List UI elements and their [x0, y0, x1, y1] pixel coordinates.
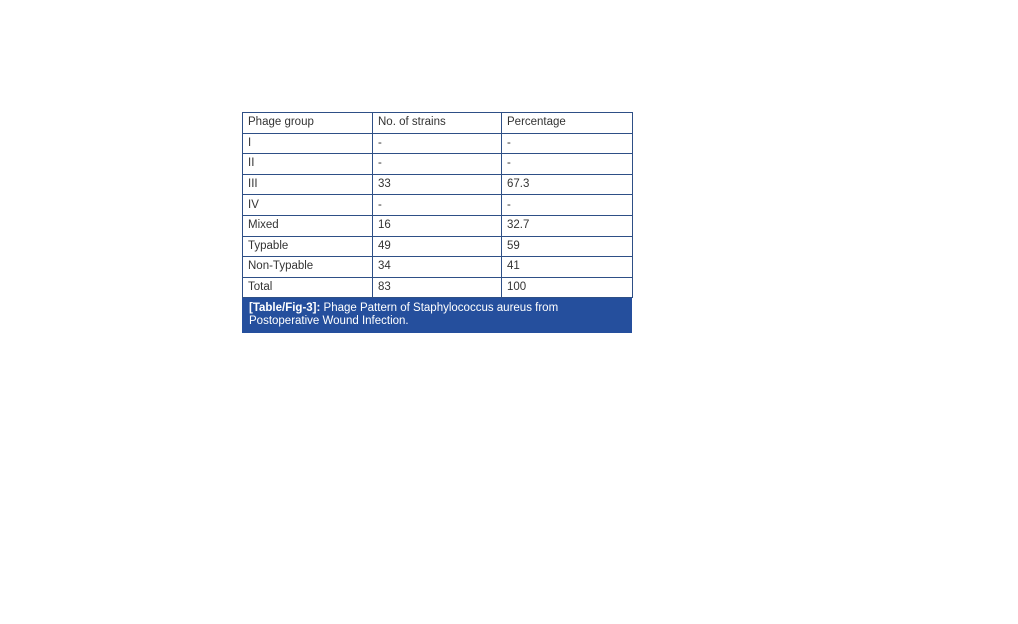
header-no-of-strains: No. of strains	[373, 113, 502, 134]
table-row	[243, 257, 633, 278]
caption-label: [Table/Fig-3]:	[249, 302, 321, 315]
table-row	[243, 133, 633, 154]
table-cell: II	[243, 154, 373, 175]
header-phage-group: Phage group	[243, 113, 373, 134]
table-cell: I	[243, 133, 373, 154]
table-cell: 67.3	[502, 174, 633, 195]
table-cell: 32.7	[502, 215, 633, 236]
table-cell: Total	[243, 277, 373, 298]
table-cell: 34	[373, 257, 502, 278]
table-header-row	[243, 113, 633, 134]
table-cell: 100	[502, 277, 633, 298]
table-cell: III	[243, 174, 373, 195]
table-row	[243, 215, 633, 236]
table-cell: IV	[243, 195, 373, 216]
table-cell: 83	[373, 277, 502, 298]
table-cell: Typable	[243, 236, 373, 257]
table-cell: 41	[502, 257, 633, 278]
caption-text: Phage Pattern of Staphylococcus aureus from Postoperative Wound Infection.	[249, 302, 559, 328]
phage-pattern-table-figure	[242, 112, 632, 333]
header-percentage: Percentage	[502, 113, 633, 134]
table-cell: 49	[373, 236, 502, 257]
table-cell: Non-Typable	[243, 257, 373, 278]
table-caption	[242, 298, 632, 333]
table-row	[243, 154, 633, 175]
table-cell: 16	[373, 215, 502, 236]
table-cell: -	[373, 133, 502, 154]
table-cell: 59	[502, 236, 633, 257]
table-cell: -	[373, 154, 502, 175]
table-cell: Mixed	[243, 215, 373, 236]
phage-pattern-table	[242, 112, 633, 298]
table-cell: 33	[373, 174, 502, 195]
table-row-total	[243, 277, 633, 298]
table-row	[243, 195, 633, 216]
table-cell: -	[373, 195, 502, 216]
table-cell: -	[502, 195, 633, 216]
table-row	[243, 236, 633, 257]
table-row	[243, 174, 633, 195]
table-cell: -	[502, 133, 633, 154]
table-cell: -	[502, 154, 633, 175]
